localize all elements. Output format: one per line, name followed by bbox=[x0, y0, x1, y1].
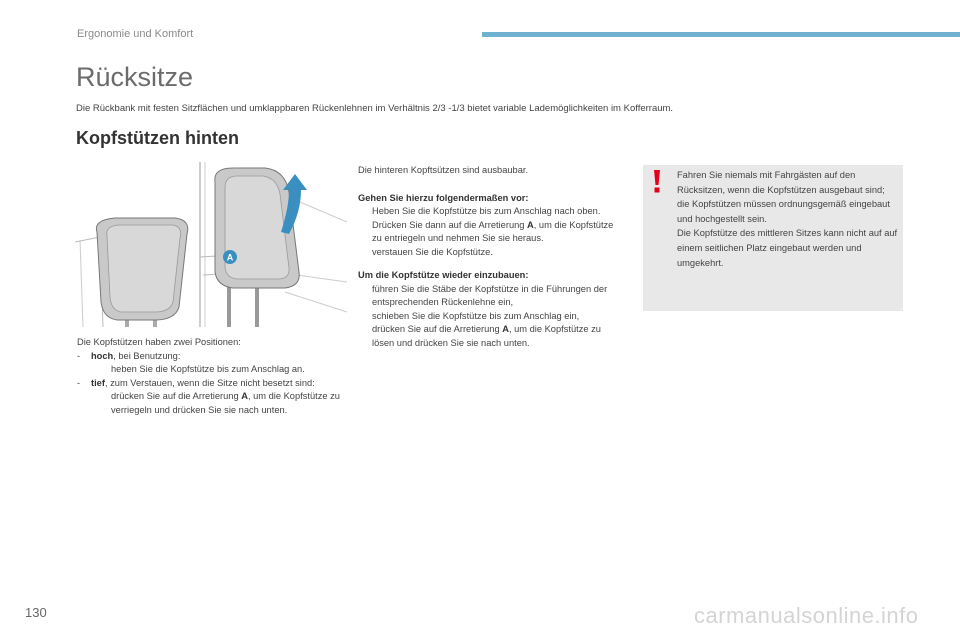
watermark-text: carmanualsonline.info bbox=[694, 603, 919, 628]
removal-step-2 bbox=[358, 219, 623, 246]
lock-a-ref: A bbox=[502, 324, 509, 334]
warning-text bbox=[677, 168, 899, 270]
bullet-icon bbox=[358, 323, 372, 350]
lock-a-ref: A bbox=[527, 219, 534, 230]
position-low bbox=[77, 377, 347, 391]
removal-step-3 bbox=[358, 246, 623, 260]
positions-column bbox=[77, 336, 347, 417]
removal-step-3-text: verstauen Sie die Kopfstütze. bbox=[372, 246, 493, 257]
install-step-2 bbox=[358, 310, 623, 324]
position-high-text: , bei Benutzung: bbox=[113, 350, 181, 361]
removal-step-1 bbox=[358, 205, 623, 219]
position-high bbox=[77, 350, 347, 364]
bullet-icon bbox=[358, 205, 372, 219]
lock-a-ref: A bbox=[241, 391, 248, 401]
bullet-icon bbox=[97, 390, 111, 417]
install-step-2-text: schieben Sie die Kopfstütze bis zum Anschlag ein, bbox=[372, 310, 580, 321]
section-heading: Kopfstützen hinten bbox=[76, 128, 239, 148]
page-title: Rücksitze bbox=[76, 62, 194, 92]
install-heading: Um die Kopfstütze wieder einzubauen: bbox=[358, 270, 529, 280]
bullet-icon bbox=[358, 310, 372, 324]
position-low-step-pre: drücken Sie auf die Arretierung bbox=[111, 391, 242, 401]
dash-marker: - bbox=[77, 377, 81, 388]
headrest-illustration bbox=[75, 162, 347, 327]
position-low-step bbox=[77, 390, 347, 417]
section-label: Ergonomie und Komfort bbox=[77, 28, 194, 40]
install-step-1-text: führen Sie die Stäbe der Kopfstütze in die Führungen der entsprechenden Rückenlehne ein, bbox=[372, 283, 608, 307]
label-a: A bbox=[226, 252, 234, 263]
install-step-3-post: , um die Kopfstütze zu lösen und drücken Sie sie nach unten. bbox=[372, 324, 601, 348]
removal-step-1-text: Heben Sie die Kopfstütze bis zum Anschlag nach oben. bbox=[372, 206, 601, 216]
warning-exclamation-icon bbox=[650, 168, 664, 194]
position-high-step-text: heben Sie die Kopfstütze bis zum Anschlag an. bbox=[111, 364, 305, 374]
install-step-3-pre: drücken Sie auf die Arretierung bbox=[372, 324, 503, 334]
position-low-label: tief bbox=[91, 377, 105, 388]
positions-intro: Die Kopfstützen haben zwei Positionen: bbox=[77, 337, 241, 347]
removal-column bbox=[358, 164, 623, 350]
bullet-icon bbox=[358, 283, 372, 310]
bullet-icon bbox=[358, 219, 372, 246]
bullet-icon bbox=[97, 363, 111, 377]
removable-note: Die hinteren Kopftsützen sind ausbaubar. bbox=[358, 165, 529, 175]
install-step-3 bbox=[358, 323, 623, 350]
intro-text: Die Rückbank mit festen Sitzflächen und umklappbaren Rückenlehnen im Verhältnis 2/3 -1/3 bietet variable Lademöglichkeiten im Kofferraum. bbox=[76, 103, 674, 114]
position-high-step bbox=[77, 363, 347, 377]
header-accent-bar bbox=[482, 32, 960, 37]
warning-text-1: Fahren Sie niemals mit Fahrgästen auf den Rücksitzen, wenn die Kopfstützen ausgebaut sind; die Kopfstützen müssen ordnungsgemäß eingebaut und hochgestellt sein. bbox=[677, 170, 890, 224]
removal-step-2-pre: Drücken Sie dann auf die Arretierung bbox=[372, 219, 528, 230]
removal-heading: Gehen Sie hierzu folgendermaßen vor: bbox=[358, 192, 529, 203]
removal-step-2-post: , um die Kopfstütze zu entriegeln und nehmen Sie sie heraus. bbox=[372, 219, 614, 243]
page-number: 130 bbox=[25, 605, 47, 620]
position-low-text: , zum Verstauen, wenn die Sitze nicht besetzt sind: bbox=[104, 377, 315, 388]
install-step-1 bbox=[358, 283, 623, 310]
position-low-step-post: , um die Kopfstütze zu verriegeln und drücken Sie sie nach unten. bbox=[111, 391, 340, 415]
dash-marker: - bbox=[77, 350, 81, 361]
bullet-icon bbox=[358, 246, 372, 260]
position-high-label: hoch bbox=[91, 350, 114, 361]
warning-text-2: Die Kopfstütze des mittleren Sitzes kann nicht auf auf einem seitlichen Platz eingebaut werden und umgekehrt. bbox=[677, 228, 898, 268]
